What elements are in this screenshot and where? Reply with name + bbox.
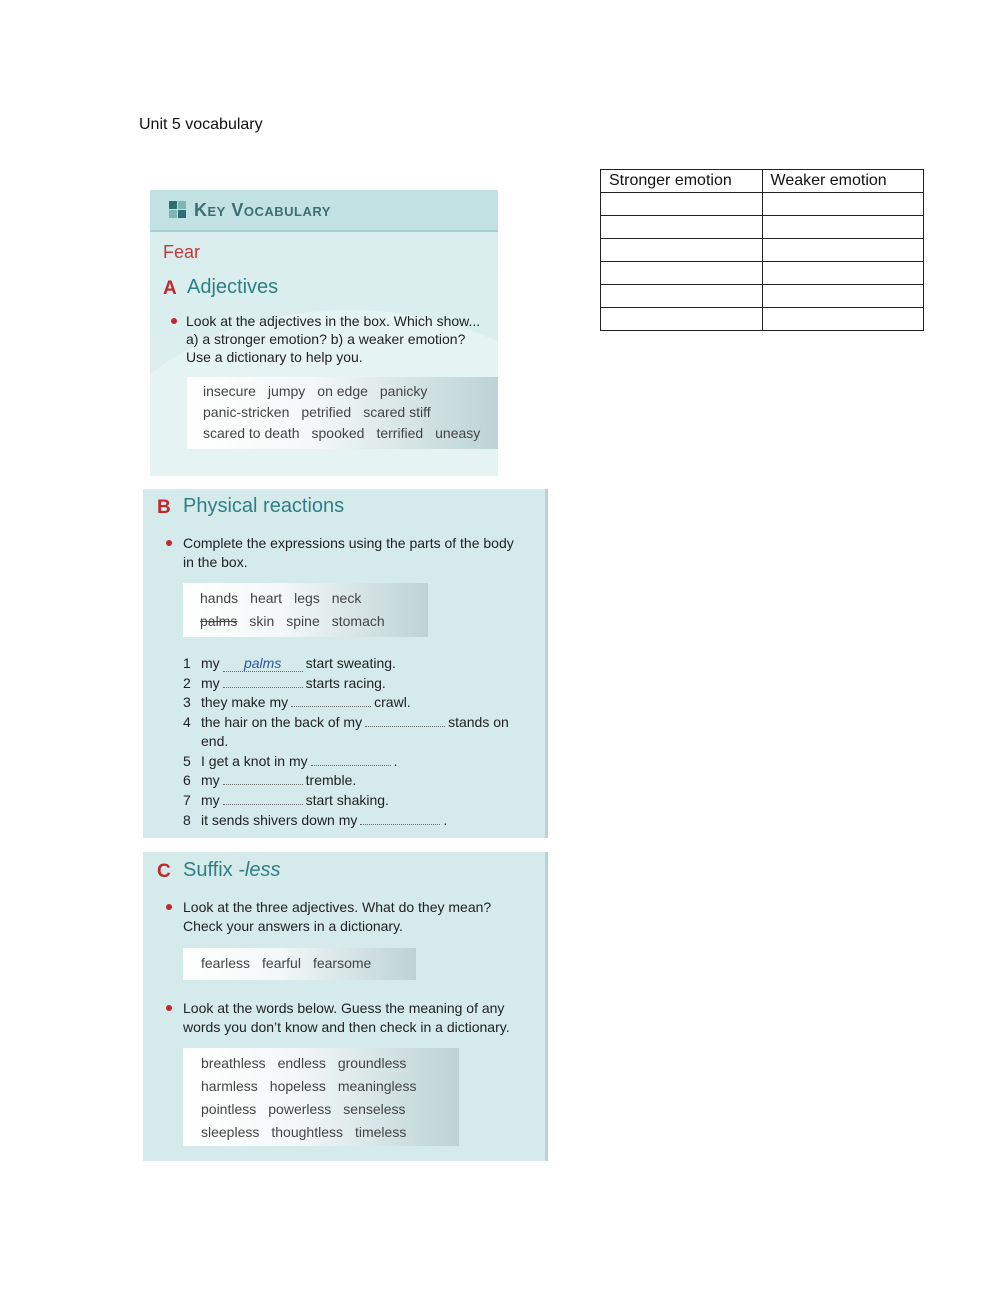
word: legs (294, 590, 320, 606)
word: stomach (331, 613, 385, 629)
answer-blank[interactable] (223, 772, 303, 785)
section-c-letter: C (157, 861, 171, 882)
exercise-text: the hair on the back of my (201, 714, 363, 730)
instruction-line: Complete the expressions using the parts of the body (183, 535, 514, 551)
section-a-title: Adjectives (187, 276, 279, 298)
answer-blank[interactable] (365, 714, 445, 727)
table-cell[interactable] (762, 285, 924, 308)
instruction-line: Look at the adjectives in the box. Which show... (186, 313, 481, 329)
header-weaker: Weaker emotion (762, 170, 924, 193)
instruction-line: Check your answers in a dictionary. (183, 918, 403, 934)
section-b-instructions (183, 534, 514, 571)
squares-logo-icon (169, 201, 187, 219)
exercise-text: stands on (448, 714, 509, 730)
table-cell[interactable] (601, 239, 763, 262)
word: hopeless (269, 1078, 326, 1094)
exercise-text: . (443, 812, 448, 828)
word: heart (250, 590, 283, 606)
exercise-line (183, 733, 228, 749)
word: skin (249, 613, 275, 629)
exercise-number: 7 (183, 792, 191, 808)
answer-blank[interactable] (311, 753, 391, 766)
word: panic-stricken (203, 404, 290, 420)
table-row (601, 193, 924, 216)
exercise-text: my (201, 792, 220, 808)
word: panicky (379, 383, 428, 399)
word: spooked (311, 425, 365, 441)
section-c-instructions-1 (183, 898, 491, 935)
table-cell[interactable] (601, 193, 763, 216)
word-struck: palms (200, 613, 238, 629)
table-row (601, 262, 924, 285)
section-c-title (183, 859, 280, 882)
exercise-text: my (201, 655, 220, 671)
body-parts-word-box (183, 583, 428, 637)
table-header-row (601, 170, 924, 193)
less-words-box (183, 1048, 459, 1146)
exercise-text: start shaking. (305, 792, 389, 808)
exercise-text: start sweating. (305, 655, 396, 671)
exercise-line (183, 812, 447, 828)
document-title: Unit 5 vocabulary (139, 116, 263, 133)
table-cell[interactable] (762, 193, 924, 216)
header-stronger: Stronger emotion (601, 170, 763, 193)
section-b-letter: B (157, 497, 171, 518)
word: insecure (203, 383, 256, 399)
table-cell[interactable] (762, 308, 924, 331)
answer-example: palms (223, 655, 303, 672)
section-c-instructions-2 (183, 999, 510, 1036)
word: on edge (317, 383, 368, 399)
table-cell[interactable] (762, 262, 924, 285)
answer-blank[interactable] (223, 792, 303, 805)
section-c-title-suffix: -less (238, 859, 281, 881)
word: timeless (354, 1124, 407, 1140)
instruction-line: words you don’t know and then check in a dictionary. (183, 1019, 510, 1035)
table-cell[interactable] (601, 216, 763, 239)
word: groundless (337, 1055, 407, 1071)
fear-adjectives-box (183, 948, 416, 980)
word: fearsome (312, 955, 372, 971)
answer-blank[interactable] (291, 694, 371, 707)
table-row (601, 308, 924, 331)
word: scared to death (203, 425, 300, 441)
exercise-line (183, 675, 386, 691)
exercise-text: crawl. (374, 694, 411, 710)
word: terrified (376, 425, 424, 441)
word: breathless (201, 1055, 266, 1071)
exercise-text: tremble. (305, 772, 357, 788)
instruction-line: in the box. (183, 554, 248, 570)
bullet-icon (166, 904, 172, 910)
word: fearful (262, 955, 301, 971)
key-vocabulary-header (150, 190, 498, 232)
bullet-icon (171, 318, 177, 324)
exercise-text: they make my (201, 694, 289, 710)
section-b-title: Physical reactions (183, 495, 345, 517)
word: endless (277, 1055, 326, 1071)
word: scared stiff (363, 404, 431, 420)
table-cell[interactable] (762, 239, 924, 262)
topic-heading: Fear (163, 242, 201, 262)
table-cell[interactable] (762, 216, 924, 239)
section-a-instructions (186, 312, 480, 366)
word: fearless (201, 955, 251, 971)
word: pointless (201, 1101, 257, 1117)
exercise-text: end. (201, 733, 229, 749)
table-row (601, 216, 924, 239)
exercise-number: 1 (183, 655, 191, 671)
word: sleepless (201, 1124, 260, 1140)
table-cell[interactable] (601, 308, 763, 331)
exercise-line (183, 753, 398, 769)
word: hands (200, 590, 239, 606)
word: harmless (201, 1078, 258, 1094)
instruction-line: a) a stronger emotion? b) a weaker emotion? (186, 331, 466, 347)
exercise-line (183, 772, 356, 788)
table-row (601, 285, 924, 308)
exercise-text: I get a knot in my (201, 753, 308, 769)
exercise-line (183, 714, 509, 730)
answer-blank[interactable] (223, 675, 303, 688)
emotion-table (600, 169, 924, 331)
instruction-line: Look at the words below. Guess the meaning of any (183, 1000, 505, 1016)
word: neck (331, 590, 362, 606)
word: spine (286, 613, 320, 629)
exercise-line (183, 655, 396, 672)
exercise-number: 2 (183, 675, 191, 691)
exercise-text: my (201, 772, 220, 788)
table-cell[interactable] (601, 262, 763, 285)
key-vocabulary-panel (150, 190, 498, 476)
bullet-icon (166, 1005, 172, 1011)
adjectives-word-box (187, 377, 498, 449)
word: powerless (268, 1101, 332, 1117)
key-vocabulary-title: Key Vocabulary (194, 200, 331, 220)
word: senseless (343, 1101, 406, 1117)
exercise-number: 3 (183, 694, 191, 710)
exercise-number: 8 (183, 812, 191, 828)
exercise-text: my (201, 675, 220, 691)
word: petrified (301, 404, 352, 420)
word: uneasy (435, 425, 481, 441)
exercise-text: it sends shivers down my (201, 812, 358, 828)
exercise-number: 4 (183, 714, 191, 730)
exercise-number: 5 (183, 753, 191, 769)
instruction-line: Look at the three adjectives. What do they mean? (183, 899, 492, 915)
section-c-title-text: Suffix (183, 859, 239, 881)
exercise-line (183, 792, 389, 808)
exercise-text: . (393, 753, 398, 769)
answer-blank[interactable] (360, 812, 440, 825)
word: meaningless (337, 1078, 417, 1094)
section-a-letter: A (163, 278, 177, 299)
bullet-icon (166, 540, 172, 546)
table-row (601, 239, 924, 262)
exercise-number: 6 (183, 772, 191, 788)
word: thoughtless (271, 1124, 343, 1140)
word: jumpy (267, 383, 306, 399)
exercise-line (183, 694, 411, 710)
table-cell[interactable] (601, 285, 763, 308)
exercise-text: starts racing. (305, 675, 386, 691)
instruction-line: Use a dictionary to help you. (186, 349, 363, 365)
